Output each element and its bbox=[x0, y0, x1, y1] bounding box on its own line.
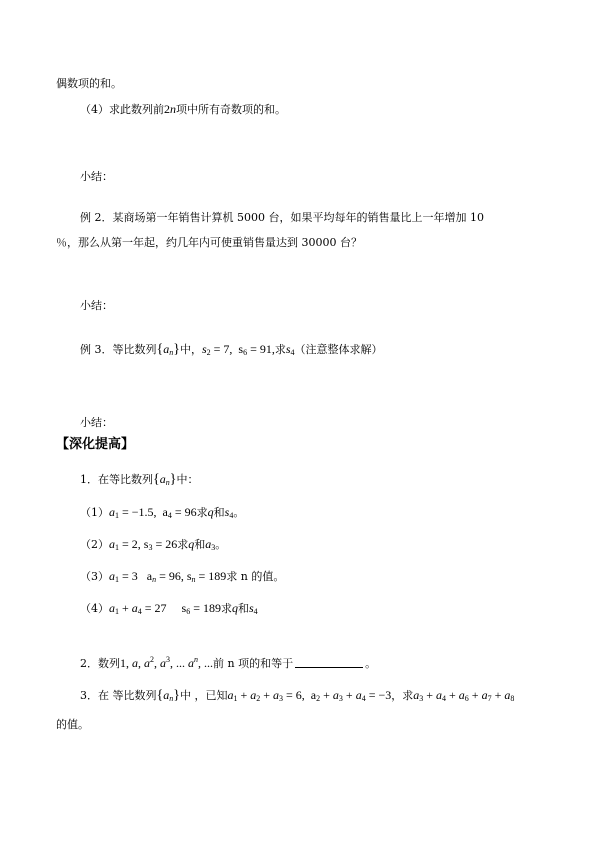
text: （2） bbox=[80, 538, 109, 551]
math-expr: $a_1 = 2$, $s_3 = 26$ bbox=[109, 537, 178, 552]
text: 。 bbox=[233, 506, 245, 519]
text: （3） bbox=[80, 570, 109, 583]
section-heading: 【深化提高】 bbox=[56, 437, 135, 452]
math-expr: $a_1 = 3$ $a_n = 96$, $s_n = 189$ bbox=[109, 569, 227, 584]
item-4-line bbox=[80, 102, 286, 117]
text: 3．在 等比数列 bbox=[80, 689, 157, 702]
summary-label: 小结： bbox=[80, 299, 113, 312]
math-seq-an: $\{a_n\}$ bbox=[156, 342, 180, 357]
math-s4: $s_4$ bbox=[285, 342, 295, 357]
question-1-part-1 bbox=[80, 505, 244, 520]
math-target: $a_3 + a_4 + a_6 + a_7 + a_8$ bbox=[413, 688, 515, 703]
text: ，求 bbox=[391, 689, 414, 702]
text: 中 ，已知 bbox=[179, 689, 228, 702]
question-2-line bbox=[80, 656, 376, 671]
text: 和 bbox=[213, 506, 225, 519]
text: （4）求此数列前 bbox=[80, 103, 164, 116]
question-1-part-2 bbox=[80, 537, 226, 552]
text: 求 bbox=[196, 506, 208, 519]
math-2n: 2n bbox=[164, 102, 176, 116]
text: （注意整体求解） bbox=[294, 343, 383, 356]
math-q: q bbox=[188, 537, 195, 551]
text: 例 3．等比数列 bbox=[80, 343, 157, 356]
text: （4） bbox=[80, 602, 109, 615]
math-a3: $a_3$ bbox=[205, 537, 216, 552]
math-q: q bbox=[207, 505, 214, 519]
math-given: $s_2 = 7$, $s_6 = 91$, bbox=[201, 342, 275, 357]
math-q: q bbox=[232, 601, 238, 615]
text: 中： bbox=[176, 473, 199, 486]
answer-blank bbox=[295, 657, 363, 668]
question-1-line bbox=[80, 472, 198, 487]
math-sequence: 1, a, $a^2$, $a^3$, ... $a^n$, ... bbox=[120, 655, 213, 670]
text: 。 bbox=[215, 538, 227, 551]
math-seq-an: $\{a_n\}$ bbox=[156, 688, 180, 703]
math-seq-an: $\{a_n\}$ bbox=[153, 472, 177, 487]
text: （1） bbox=[80, 506, 109, 519]
text: 求 n 的值。 bbox=[226, 570, 285, 583]
example-2-line-1: 例 2．某商场第一年销售计算机 5000 台，如果平均每年的销售量比上一年增加 10 bbox=[80, 211, 484, 224]
question-1-part-4 bbox=[80, 601, 258, 616]
text: 求 bbox=[221, 602, 232, 615]
math-expr: $a_1 = -1.5$, $a_4 = 96$ bbox=[109, 505, 197, 520]
text: 求 bbox=[177, 538, 189, 551]
text: 和 bbox=[194, 538, 206, 551]
summary-label: 小结： bbox=[80, 416, 113, 429]
text: 前 n 项的和等于 bbox=[213, 657, 294, 670]
question-1-part-3 bbox=[80, 569, 284, 584]
summary-label: 小结： bbox=[80, 170, 113, 183]
example-3-line bbox=[80, 342, 383, 357]
question-3-line bbox=[80, 688, 514, 703]
text: 和 bbox=[238, 602, 249, 615]
text: 中， bbox=[179, 343, 202, 356]
math-given: $a_1 + a_2 + a_3 = 6$, $a_2 + a_3 + a_4 = -3$ bbox=[227, 688, 392, 703]
example-2-line-2: ％，那么从第一年起，约几年内可使重销售量达到 30000 台？ bbox=[56, 236, 362, 249]
text-line: 偶数项的和。 bbox=[56, 77, 122, 90]
text: 2．数列 bbox=[80, 657, 120, 670]
math-s4: $s_4$ bbox=[224, 505, 234, 520]
math-s4: $s_4$ bbox=[249, 601, 258, 616]
question-3-line-2: 的值。 bbox=[56, 718, 89, 731]
math-expr: $a_1 + a_4 = 27$ $s_6 = 189$ bbox=[109, 601, 221, 616]
text: 1．在等比数列 bbox=[80, 473, 153, 486]
text: 。 bbox=[365, 657, 377, 670]
text: 求 bbox=[274, 343, 286, 356]
text: 项中所有奇数项的和。 bbox=[176, 103, 286, 116]
